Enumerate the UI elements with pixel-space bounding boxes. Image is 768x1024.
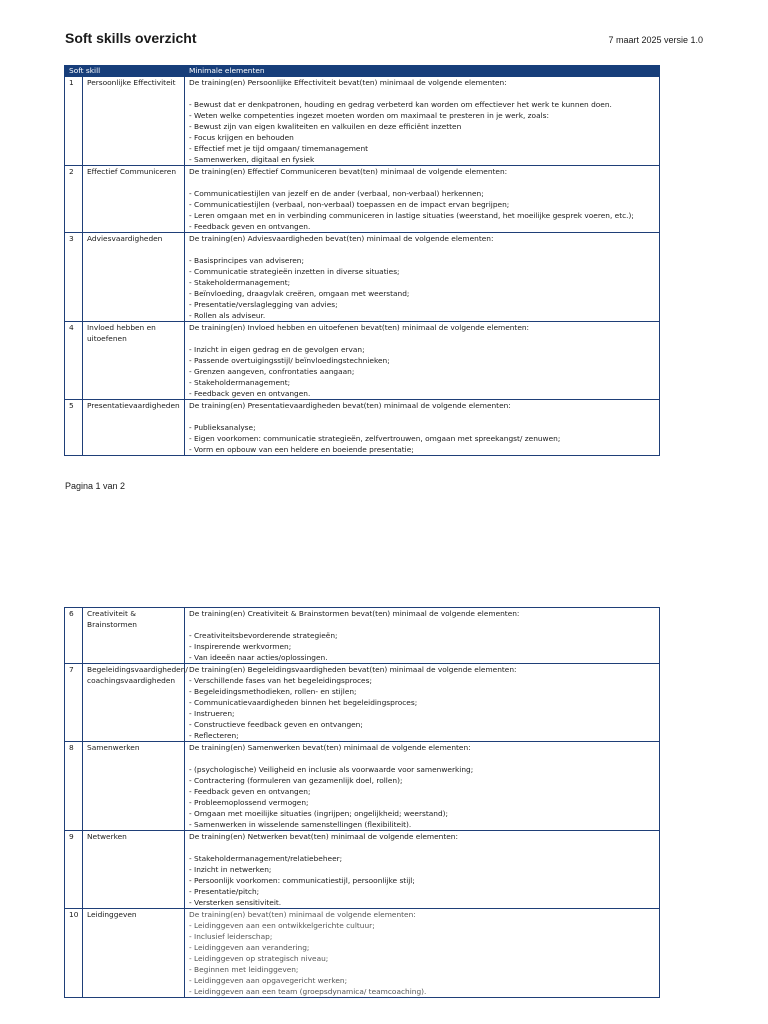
element-list-item: - Communicatiestijlen (verbaal, non-verbaal) toepassen en de impact ervan begrijpen; — [189, 200, 510, 209]
element-list-item: - Publieksanalyse; — [189, 423, 256, 432]
element-list-item: - Van ideeën naar acties/oplossingen. — [189, 653, 328, 662]
soft-skill-name: Persoonlijke Effectiviteit — [83, 77, 185, 166]
element-list-item: - Probleemoplossend vermogen; — [189, 798, 309, 807]
element-list-item: - Samenwerken, digitaal en fysiek — [189, 155, 315, 164]
element-list-item: - Creativiteitsbevorderende strategieën; — [189, 631, 338, 640]
element-list-item: - Presentatie/verslaglegging van advies; — [189, 300, 338, 309]
element-list-item: - Bewust dat er denkpatronen, houding en gedrag verbeterd kan worden om effectiever het werk te kunnen doen. — [189, 100, 612, 109]
element-list-item: - Feedback geven en ontvangen. — [189, 222, 311, 231]
elements-intro: De training(en) Presentatievaardigheden bevat(ten) minimaal de volgende elementen: — [189, 401, 511, 410]
elements-intro: De training(en) bevat(ten) minimaal de volgende elementen: — [189, 910, 416, 919]
table-row — [65, 831, 660, 909]
element-list-item: - Leidinggeven aan verandering; — [189, 943, 310, 952]
element-list-item: - Communicatiestijlen van jezelf en de ander (verbaal, non-verbaal) herkennen; — [189, 189, 484, 198]
table-row — [65, 608, 660, 664]
minimal-elements-cell — [185, 400, 660, 456]
minimal-elements-cell — [185, 77, 660, 166]
row-number: 8 — [65, 742, 83, 831]
elements-intro: De training(en) Creativiteit & Brainstormen bevat(ten) minimaal de volgende elementen: — [189, 609, 520, 618]
skills-table-page-1 — [64, 65, 660, 456]
element-list-item: - Leidinggeven op strategisch niveau; — [189, 954, 329, 963]
document-date: 7 maart 2025 versie 1.0 — [608, 35, 703, 45]
element-list-item: - Beginnen met leidinggeven; — [189, 965, 299, 974]
element-list-item: - Leidinggeven aan opgavegericht werken; — [189, 976, 348, 985]
soft-skill-name: Presentatievaardigheden — [83, 400, 185, 456]
element-list-item: - Contractering (formuleren van gezamenlijk doel, rollen); — [189, 776, 403, 785]
element-list-item: - Stakeholdermanagement; — [189, 378, 291, 387]
minimal-elements-cell — [185, 166, 660, 233]
element-list-item: - (psychologische) Veiligheid en inclusie als voorwaarde voor samenwerking; — [189, 765, 474, 774]
element-list-item: - Instrueren; — [189, 709, 235, 718]
table-row — [65, 909, 660, 998]
element-list-item: - Feedback geven en ontvangen. — [189, 389, 311, 398]
spacer — [189, 753, 655, 764]
spacer — [189, 411, 655, 422]
element-list-item: - Grenzen aangeven, confrontaties aangaan; — [189, 367, 355, 376]
row-number: 9 — [65, 831, 83, 909]
element-list-item: - Inzicht in netwerken; — [189, 865, 272, 874]
element-list-item: - Weten welke competenties ingezet moeten worden om maximaal te presteren in je werk, zoals: — [189, 111, 549, 120]
skills-table-page-2 — [64, 607, 660, 998]
element-list-item: - Beïnvloeding, draagvlak creëren, omgaan met weerstand; — [189, 289, 410, 298]
element-list-item: - Feedback geven en ontvangen; — [189, 787, 311, 796]
element-list-item: - Begeleidingsmethodieken, rollen- en stijlen; — [189, 687, 357, 696]
elements-intro: De training(en) Effectief Communiceren bevat(ten) minimaal de volgende elementen: — [189, 167, 508, 176]
element-list-item: - Focus krijgen en behouden — [189, 133, 294, 142]
minimal-elements-cell — [185, 322, 660, 400]
elements-intro: De training(en) Adviesvaardigheden bevat(ten) minimaal de volgende elementen: — [189, 234, 494, 243]
row-number: 6 — [65, 608, 83, 664]
element-list-item: - Basisprincipes van adviseren; — [189, 256, 304, 265]
minimal-elements-cell — [185, 233, 660, 322]
element-list-item: - Leidinggeven aan een ontwikkelgerichte cultuur; — [189, 921, 375, 930]
element-list-item: - Inzicht in eigen gedrag en de gevolgen ervan; — [189, 345, 365, 354]
table-row — [65, 400, 660, 456]
spacer — [189, 88, 655, 99]
row-number: 10 — [65, 909, 83, 998]
element-list-item: - Stakeholdermanagement/relatiebeheer; — [189, 854, 343, 863]
row-number: 4 — [65, 322, 83, 400]
elements-intro: De training(en) Begeleidingsvaardigheden bevat(ten) minimaal de volgende elementen: — [189, 665, 517, 674]
elements-intro: De training(en) Persoonlijke Effectiviteit bevat(ten) minimaal de volgende elementen: — [189, 78, 507, 87]
elements-intro: De training(en) Invloed hebben en uitoefenen bevat(ten) minimaal de volgende elementen: — [189, 323, 530, 332]
table-row — [65, 664, 660, 742]
soft-skill-name: Effectief Communiceren — [83, 166, 185, 233]
minimal-elements-cell — [185, 909, 660, 998]
document-title: Soft skills overzicht — [65, 30, 197, 46]
soft-skill-name: Begeleidingsvaardigheden/ coachingsvaardigheden — [83, 664, 185, 742]
row-number: 3 — [65, 233, 83, 322]
spacer — [189, 619, 655, 630]
spacer — [189, 842, 655, 853]
table-row — [65, 166, 660, 233]
element-list-item: - Communicatie strategieën inzetten in diverse situaties; — [189, 267, 400, 276]
element-list-item: - Vorm en opbouw van een heldere en boeiende presentatie; — [189, 445, 414, 454]
spacer — [189, 244, 655, 255]
element-list-item: - Verschillende fases van het begeleidingsproces; — [189, 676, 372, 685]
element-list-item: - Presentatie/pitch; — [189, 887, 260, 896]
page-footer: Pagina 1 van 2 — [65, 481, 126, 491]
element-list-item: - Inspirerende werkvormen; — [189, 642, 292, 651]
element-list-item: - Rollen als adviseur. — [189, 311, 266, 320]
element-list-item: - Stakeholdermanagement; — [189, 278, 291, 287]
elements-intro: De training(en) Samenwerken bevat(ten) minimaal de volgende elementen: — [189, 743, 471, 752]
table-header-row — [65, 66, 660, 77]
row-number: 1 — [65, 77, 83, 166]
table-row — [65, 322, 660, 400]
header-soft-skill: Soft skill — [65, 66, 185, 77]
table-row — [65, 233, 660, 322]
element-list-item: - Communicatievaardigheden binnen het begeleidingsproces; — [189, 698, 418, 707]
spacer — [189, 333, 655, 344]
element-list-item: - Leidinggeven aan een team (groepsdynamica/ teamcoaching). — [189, 987, 427, 996]
element-list-item: - Versterken sensitiviteit. — [189, 898, 282, 907]
element-list-item: - Eigen voorkomen: communicatie strategieën, zelfvertrouwen, omgaan met spreekangst/ zenuwen; — [189, 434, 561, 443]
minimal-elements-cell — [185, 608, 660, 664]
element-list-item: - Bewust zijn van eigen kwaliteiten en valkuilen en deze efficiënt inzetten — [189, 122, 462, 131]
minimal-elements-cell — [185, 742, 660, 831]
element-list-item: - Constructieve feedback geven en ontvangen; — [189, 720, 363, 729]
soft-skill-name: Invloed hebben en uitoefenen — [83, 322, 185, 400]
minimal-elements-cell — [185, 664, 660, 742]
element-list-item: - Omgaan met moeilijke situaties (ingrijpen; ongelijkheid; weerstand); — [189, 809, 449, 818]
minimal-elements-cell — [185, 831, 660, 909]
table-row — [65, 77, 660, 166]
element-list-item: - Reflecteren; — [189, 731, 239, 740]
row-number: 7 — [65, 664, 83, 742]
row-number: 5 — [65, 400, 83, 456]
element-list-item: - Effectief met je tijd omgaan/ timemanagement — [189, 144, 369, 153]
element-list-item: - Samenwerken in wisselende samenstellingen (flexibiliteit). — [189, 820, 412, 829]
element-list-item: - Leren omgaan met en in verbinding communiceren in lastige situaties (weerstand, het moeilijke gesprek voeren, etc.); — [189, 211, 634, 220]
table-row — [65, 742, 660, 831]
element-list-item: - Passende overtuigingsstijl/ beïnvloedingstechnieken; — [189, 356, 390, 365]
soft-skill-name: Creativiteit & Brainstormen — [83, 608, 185, 664]
soft-skill-name: Netwerken — [83, 831, 185, 909]
soft-skill-name: Adviesvaardigheden — [83, 233, 185, 322]
row-number: 2 — [65, 166, 83, 233]
elements-intro: De training(en) Netwerken bevat(ten) minimaal de volgende elementen: — [189, 832, 458, 841]
soft-skill-name: Samenwerken — [83, 742, 185, 831]
header-minimal-elements: Minimale elementen — [185, 66, 660, 77]
element-list-item: - Inclusief leiderschap; — [189, 932, 273, 941]
spacer — [189, 177, 655, 188]
soft-skill-name: Leidinggeven — [83, 909, 185, 998]
element-list-item: - Persoonlijk voorkomen: communicatiestijl, persoonlijke stijl; — [189, 876, 415, 885]
